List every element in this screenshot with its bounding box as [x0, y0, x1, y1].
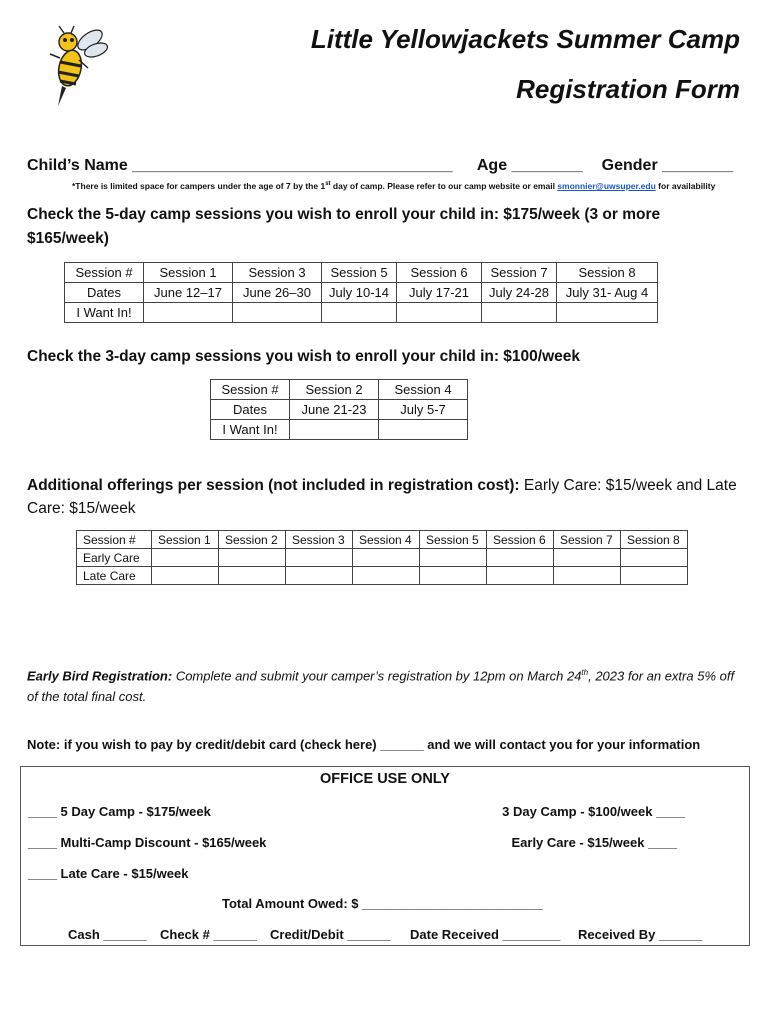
late-care-session-8-cell[interactable] — [621, 567, 688, 585]
early-care-session-5-cell[interactable] — [420, 549, 487, 567]
office-use-title: OFFICE USE ONLY — [320, 771, 450, 787]
late-care-session-5-cell[interactable] — [420, 567, 487, 585]
session-6-checkbox-cell[interactable] — [397, 303, 482, 323]
table-row — [65, 283, 658, 303]
table-cell: Session 2 — [219, 531, 286, 549]
table-cell: July 5-7 — [379, 400, 468, 420]
early-care-session-6-cell[interactable] — [487, 549, 554, 567]
early-bird-text: Complete and submit your camper’s registration by 12pm on March 24 — [172, 668, 582, 684]
gender-field[interactable]: ________ — [662, 157, 734, 174]
table-cell: I Want In! — [65, 303, 144, 323]
gender-label: Gender — [601, 157, 658, 174]
late-care-session-1-cell[interactable] — [152, 567, 219, 585]
table-cell: Session 5 — [322, 263, 397, 283]
early-care-session-8-cell[interactable] — [621, 549, 688, 567]
payment-note: Note: if you wish to pay by credit/debit card (check here) ______ and we will contact you for your information — [27, 737, 701, 752]
table-cell: Session 3 — [233, 263, 322, 283]
table-cell: Session 8 — [621, 531, 688, 549]
table-row — [77, 531, 688, 549]
table-cell: Dates — [65, 283, 144, 303]
table-cell: Session 7 — [554, 531, 621, 549]
table-cell: Session 4 — [353, 531, 420, 549]
child-name-label: Child’s Name — [27, 157, 128, 174]
table-cell: July 10-14 — [322, 283, 397, 303]
office-multi-discount-line: ____ Multi-Camp Discount - $165/week — [28, 835, 267, 850]
table-cell: Late Care — [77, 567, 152, 585]
note-text-start: *There is limited space for campers under the age of 7 by the 1 — [72, 181, 326, 191]
table-cell: I Want In! — [211, 420, 290, 440]
session-1-checkbox-cell[interactable] — [144, 303, 233, 323]
form-title-line1: Little Yellowjackets Summer Camp — [310, 24, 740, 54]
table-cell: Session 2 — [290, 380, 379, 400]
five-day-sessions-table — [64, 262, 658, 323]
late-care-session-7-cell[interactable] — [554, 567, 621, 585]
note-text-end: for availability — [655, 181, 716, 191]
table-row — [211, 420, 468, 440]
early-care-session-1-cell[interactable] — [152, 549, 219, 567]
office-cash-line: Cash ______ — [68, 927, 147, 942]
note-text-middle: day of camp. Please refer to our camp website or email — [330, 181, 558, 191]
table-cell: Session 4 — [379, 380, 468, 400]
table-cell: Early Care — [77, 549, 152, 567]
office-three-day-line: 3 Day Camp - $100/week ____ — [502, 804, 685, 819]
table-cell: June 12–17 — [144, 283, 233, 303]
age-field[interactable]: ________ — [511, 157, 583, 174]
additional-offerings-prices: Early Care: $15/week and Late Care: $15/week — [27, 477, 737, 517]
table-cell: Session 5 — [420, 531, 487, 549]
office-credit-line: Credit/Debit ______ — [270, 927, 391, 942]
early-bird-label: Early Bird Registration: — [27, 668, 173, 684]
three-day-sessions-table — [210, 379, 468, 440]
table-cell: July 17-21 — [397, 283, 482, 303]
three-day-heading: Check the 3-day camp sessions you wish to enroll your child in: $100/week — [27, 348, 581, 365]
table-cell: June 26–30 — [233, 283, 322, 303]
table-cell: Session # — [211, 380, 290, 400]
early-care-session-7-cell[interactable] — [554, 549, 621, 567]
early-care-session-4-cell[interactable] — [353, 549, 420, 567]
yellowjacket-logo — [46, 24, 110, 110]
office-total-owed-line: Total Amount Owed: $ _________________________ — [222, 896, 543, 911]
early-care-session-2-cell[interactable] — [219, 549, 286, 567]
age-label: Age — [476, 157, 508, 174]
early-bird-sup: th — [581, 668, 589, 677]
table-cell: Session 3 — [286, 531, 353, 549]
table-row — [65, 303, 658, 323]
table-cell: June 21-23 — [290, 400, 379, 420]
table-row — [211, 400, 468, 420]
late-care-session-4-cell[interactable] — [353, 567, 420, 585]
note-sup: st — [325, 181, 331, 188]
office-check-line: Check # ______ — [160, 927, 257, 942]
table-cell: Dates — [211, 400, 290, 420]
age-availability-note — [72, 181, 715, 191]
office-received-by-line: Received By ______ — [578, 927, 703, 942]
early-care-session-3-cell[interactable] — [286, 549, 353, 567]
session-5-checkbox-cell[interactable] — [322, 303, 397, 323]
table-cell: Session # — [77, 531, 152, 549]
table-row — [211, 380, 468, 400]
table-cell: Session 7 — [482, 263, 557, 283]
office-date-received-line: Date Received ________ — [410, 927, 561, 942]
child-info-row — [27, 157, 733, 175]
session-2-checkbox-cell[interactable] — [290, 420, 379, 440]
late-care-session-3-cell[interactable] — [286, 567, 353, 585]
office-five-day-line: ____ 5 Day Camp - $175/week — [28, 804, 211, 819]
table-cell: Session 6 — [487, 531, 554, 549]
camp-email-link[interactable]: smonnier@uwsuper.edu — [557, 181, 656, 191]
table-row — [77, 549, 688, 567]
additional-offerings-bold: Additional offerings per session (not included in registration cost): — [27, 477, 520, 494]
table-cell: Session 1 — [144, 263, 233, 283]
five-day-heading: Check the 5-day camp sessions you wish to enroll your child in: $175/week (3 or more $165/week) — [27, 206, 661, 247]
additional-offerings-heading — [27, 474, 742, 520]
table-row — [77, 567, 688, 585]
session-3-checkbox-cell[interactable] — [233, 303, 322, 323]
table-row — [65, 263, 658, 283]
office-late-care-line: ____ Late Care - $15/week — [28, 866, 189, 881]
table-cell: July 24-28 — [482, 283, 557, 303]
early-bird-text-end: , 2023 for an extra 5% off of the total final cost. — [27, 668, 735, 705]
session-8-checkbox-cell[interactable] — [557, 303, 658, 323]
early-bird-paragraph — [27, 662, 742, 707]
late-care-session-6-cell[interactable] — [487, 567, 554, 585]
office-early-care-line: Early Care - $15/week ____ — [511, 835, 677, 850]
additional-offerings-table — [76, 530, 688, 585]
table-cell: Session 6 — [397, 263, 482, 283]
table-cell: Session 1 — [152, 531, 219, 549]
form-title-line2: Registration Form — [516, 74, 740, 104]
table-cell: Session # — [65, 263, 144, 283]
table-cell: Session 8 — [557, 263, 658, 283]
child-name-field[interactable]: ____________________________________ — [132, 157, 453, 174]
late-care-session-2-cell[interactable] — [219, 567, 286, 585]
office-use-box — [20, 766, 750, 946]
yellowjacket-mascot-icon — [46, 24, 110, 110]
session-7-checkbox-cell[interactable] — [482, 303, 557, 323]
table-cell: July 31- Aug 4 — [557, 283, 658, 303]
session-4-checkbox-cell[interactable] — [379, 420, 468, 440]
